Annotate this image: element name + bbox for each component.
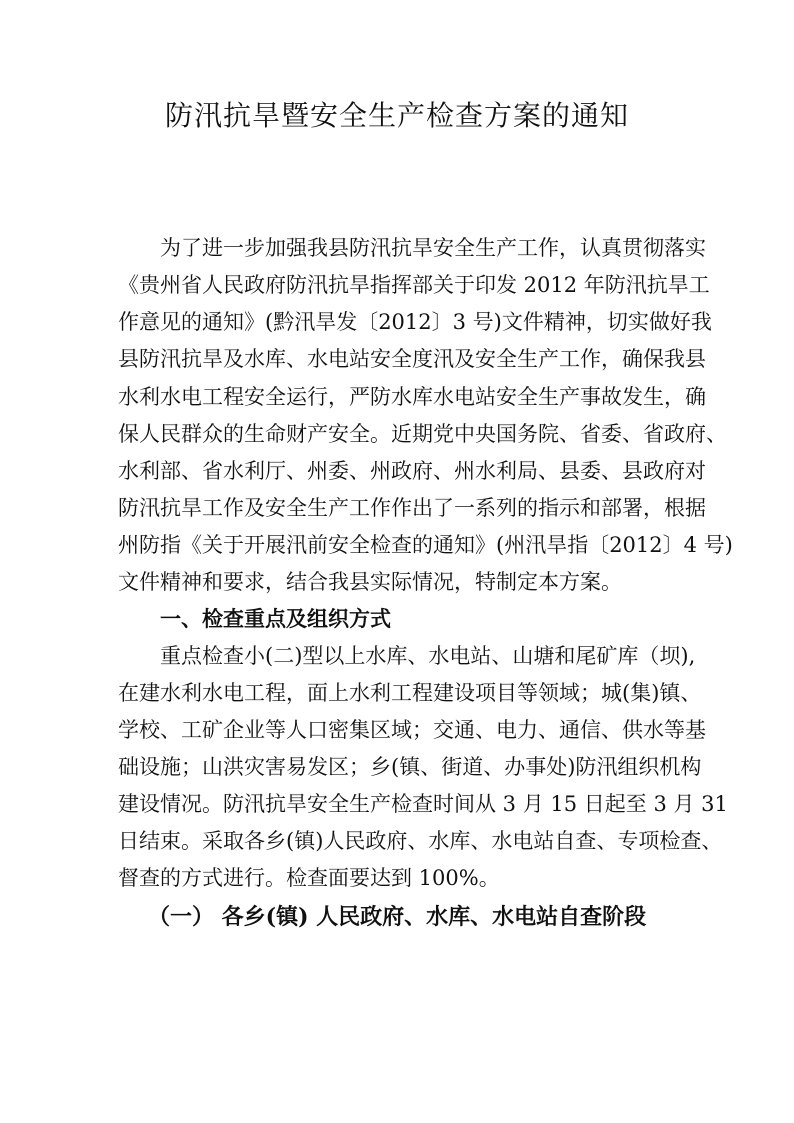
- paragraph-line: 作意见的通知》(黔汛旱发〔2012〕3 号)文件精神，切实做好我: [118, 310, 712, 334]
- paragraph-line: 保人民群众的生命财产安全。近期党中央国务院、省委、省政府、: [118, 422, 727, 446]
- subsection-heading: （一） 各乡(镇) 人民政府、水库、水电站自查阶段: [148, 904, 647, 930]
- paragraph-line: 文件精神和要求，结合我县实际情况，特制定本方案。: [118, 570, 622, 594]
- paragraph-line: 重点检查小(二)型以上水库、水电站、山塘和尾矿库（坝),: [160, 644, 696, 668]
- paragraph-line: 础设施；山洪灾害易发区；乡(镇、街道、办事处)防汛组织机构: [118, 755, 702, 779]
- document-title: 防汛抗旱暨安全生产检查方案的通知: [164, 99, 629, 132]
- paragraph-line: 水利水电工程安全运行，严防水库水电站安全生产事故发生，确: [118, 385, 706, 409]
- paragraph-line: 督查的方式进行。检查面要达到 100%。: [118, 866, 500, 890]
- paragraph-line: 日结束。采取各乡(镇)人民政府、水库、水电站自查、专项检查、: [118, 829, 723, 853]
- paragraph-line: 县防汛抗旱及水库、水电站安全度汛及安全生产工作，确保我县: [118, 347, 706, 371]
- paragraph-line: 学校、工矿企业等人口密集区域；交通、电力、通信、供水等基: [118, 718, 706, 742]
- section-heading: 一、检查重点及组织方式: [160, 606, 391, 631]
- paragraph-line: 防汛抗旱工作及安全生产工作作出了一系列的指示和部署，根据: [118, 496, 706, 520]
- paragraph-line: 州防指《关于开展汛前安全检查的通知》(州汛旱指〔2012〕4 号): [118, 533, 733, 557]
- paragraph-line: 在建水利水电工程，面上水利工程建设项目等领域；城(集)镇、: [118, 681, 702, 705]
- paragraph-line: 水利部、省水利厅、州委、州政府、州水利局、县委、县政府对: [118, 459, 706, 483]
- paragraph-line: 建设情况。防汛抗旱安全生产检查时间从 3 月 15 日起至 3 月 31: [118, 792, 728, 816]
- paragraph-line: 为了进一步加强我县防汛抗旱安全生产工作，认真贯彻落实: [160, 236, 706, 260]
- paragraph-line: 《贵州省人民政府防汛抗旱指挥部关于印发 2012 年防汛抗旱工: [118, 273, 710, 297]
